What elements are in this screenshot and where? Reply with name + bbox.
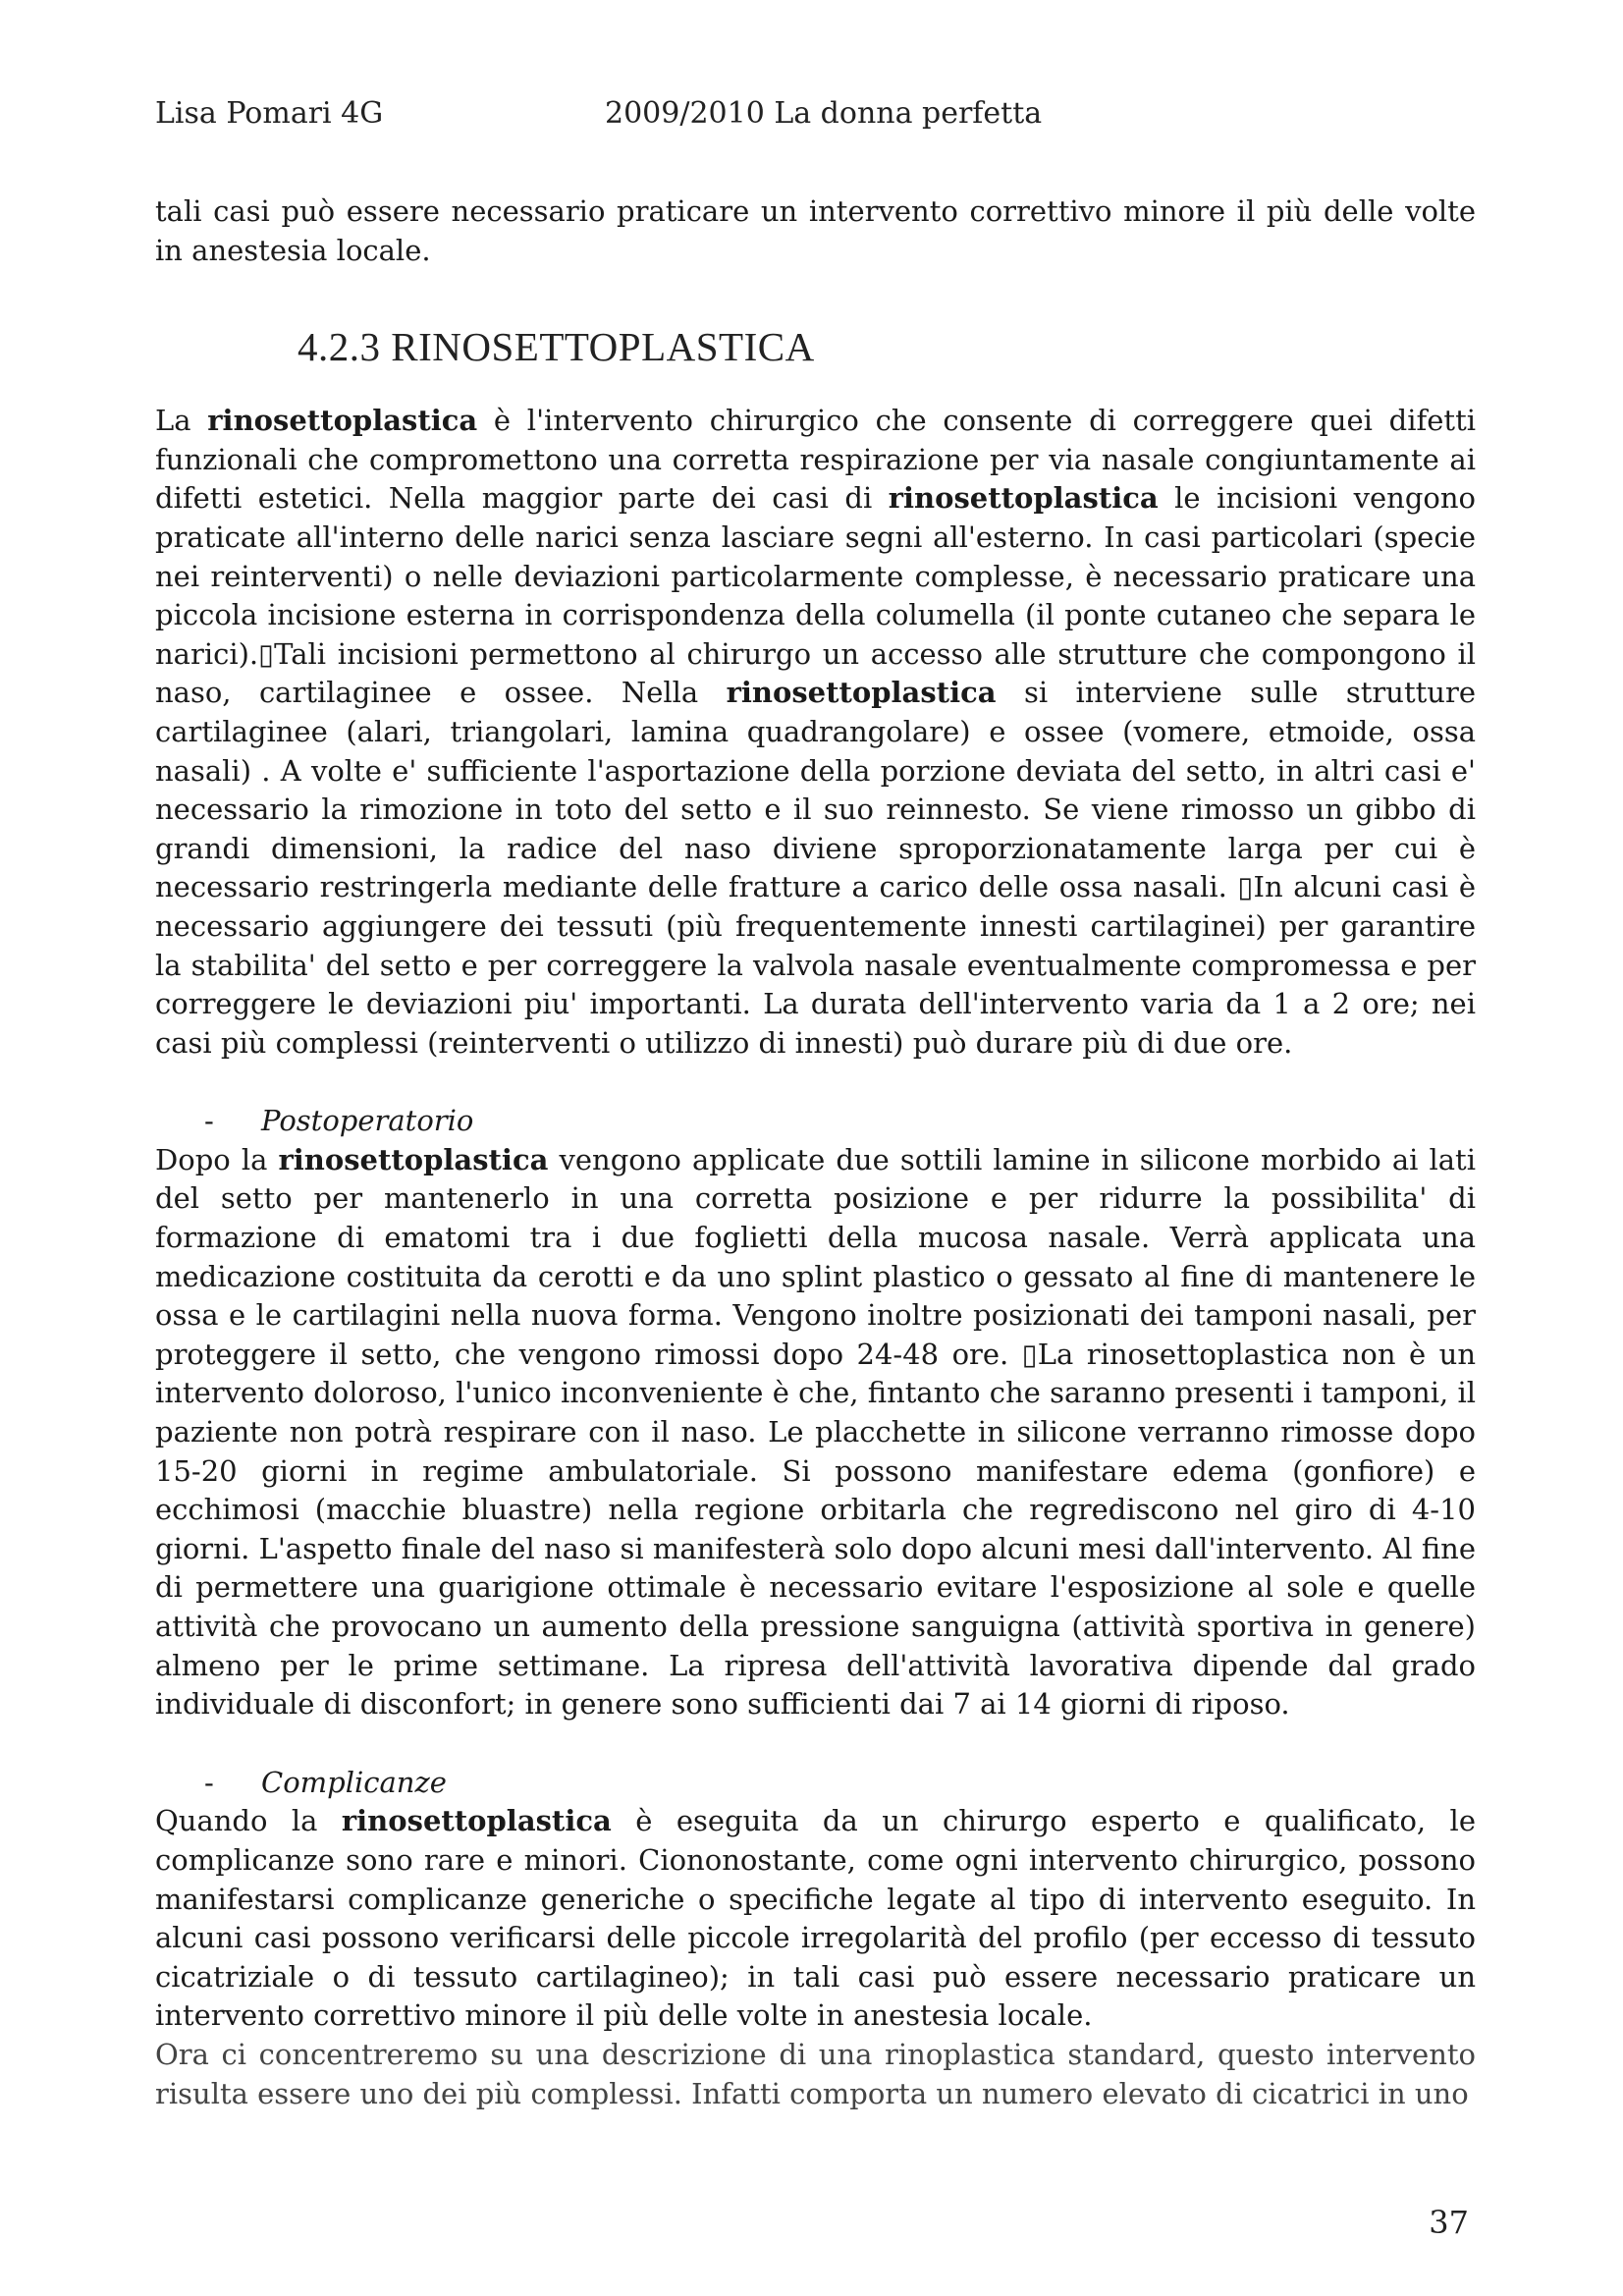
text-run: è eseguita da un chirurgo esperto e qualificato, le complicanze sono rare e minori. Ciononostante, come ogni intervento chirurgico, possono manifestarsi complicanze generiche o specifiche legate al tipo di intervento eseguito. In alcuni casi possono verificarsi delle piccole irregolarità del profilo (per eccesso di tessuto cicatriziale o di tessuto cartilagineo); in tali casi può essere necessario praticare un intervento correttivo minore il più delle volte in anestesia locale. xyxy=(155,1804,1476,2033)
text-run: è l'intervento chirurgico che consente di correggere quei difetti funzionali che compromettono una corretta respirazione per via nasale congiuntamente ai difetti estetici. Nella maggior parte dei casi di xyxy=(155,404,1476,516)
postop-paragraph xyxy=(155,1141,1476,1724)
section-heading: 4.2.3 RINOSETTOPLASTICA xyxy=(298,324,815,370)
section-paragraph xyxy=(155,402,1476,1063)
page-header xyxy=(155,96,1043,132)
text-run: Quando la xyxy=(155,1804,342,1838)
keyword-bold: rinosettoplastica xyxy=(278,1142,549,1176)
header-author: Lisa Pomari 4G xyxy=(155,96,384,131)
complications-label: Complicanze xyxy=(261,1765,447,1799)
intro-paragraph: tali casi può essere necessario praticare un intervento correttivo minore il più delle volte in anestesia locale. xyxy=(155,194,1476,267)
page-number: 37 xyxy=(1429,2204,1469,2241)
text-run: si interviene sulle strutture cartilaginee (alari, triangolari, lamina quadrangolare) e ossee (vomere, etmoide, ossa nasali) . A volte e' sufficiente l'asportazione della porzione deviata del setto, in altri casi e' necessario la rimozione in toto del setto e il suo reinnesto. Se viene rimosso un gibbo di grandi dimensioni, la radice del naso diviene sproporzionatamente larga per cui è necessario restringerla mediante delle fratture a carico delle ossa nasali. ▯In alcuni casi è necessario aggiungere dei tessuti (più frequentemente innesti cartilaginei) per garantire la stabilita' del setto e per correggere la valvola nasale eventualmente compromessa e per correggere le deviazioni piu' importanti. La durata dell'intervento varia da 1 a 2 ore; nei casi più complessi (reinterventi o utilizzo di innesti) può durare più di due ore. xyxy=(155,676,1476,1060)
keyword-bold: rinosettoplastica xyxy=(341,1804,612,1838)
text-run: le incisioni vengono praticate all'interno delle narici senza lasciare segni all'esterno. In casi particolari (specie nei reinterventi) o nelle deviazioni particolarmente complesse, è necessario praticare una piccola incisione esterna in corrispondenza della columella (il ponte cutaneo che separa le narici).▯Tali incisioni permettono al chirurgo un accesso alle strutture che compongono il naso, cartilaginee e ossee. Nella xyxy=(155,481,1476,710)
keyword-bold: rinosettoplastica xyxy=(888,481,1159,516)
text-run: vengono applicate due sottili lamine in silicone morbido ai lati del setto per mantenerlo in una corretta posizione e per ridurre la possibilita' di formazione di ematomi tra i due foglietti della mucosa nasale. Verrà applicata una medicazione costituita da cerotti e da uno splint plastico o gessato al fine di mantenere le ossa e le cartilagini nella nuova forma. Vengono inoltre posizionati dei tamponi nasali, per proteggere il setto, che vengono rimossi dopo 24-48 ore. ▯La rinosettoplastica non è un intervento doloroso, l'unico inconveniente è che, fintanto che saranno presenti i tamponi, il paziente non potrà respirare con il naso. Le placchette in silicone verranno rimosse dopo 15-20 giorni in regime ambulatoriale. Si possono manifestare edema (gonfiore) e ecchimosi (macchie bluastre) nella regione orbitarla che regrediscono nel giro di 4-10 giorni. L'aspetto finale del naso si manifesterà solo dopo alcuni mesi dall'intervento. Al fine di permettere una guarigione ottimale è necessario evitare l'esposizione al sole e quelle attività che provocano un aumento della pressione sanguigna (attività sportiva in genere) almeno per le prime settimane. La ripresa dell'attività lavorativa dipende dal grado individuale di disconfort; in genere sono sufficienti dai 7 ai 14 giorni di riposo. xyxy=(155,1142,1476,1722)
text-run: La xyxy=(155,404,208,438)
list-dash: - xyxy=(204,1104,214,1138)
complications-paragraph xyxy=(155,1802,1476,2036)
header-title: 2009/2010 La donna perfetta xyxy=(605,96,1043,131)
keyword-bold: rinosettoplastica xyxy=(207,404,478,438)
keyword-bold: rinosettoplastica xyxy=(726,676,997,710)
complications-subheading xyxy=(155,1764,1476,1803)
page-body xyxy=(155,192,1476,2113)
postop-label: Postoperatorio xyxy=(261,1104,474,1138)
text-run: Dopo la xyxy=(155,1142,279,1176)
list-dash: - xyxy=(204,1765,214,1799)
closing-paragraph: Ora ci concentreremo su una descrizione di una rinoplastica standard, questo intervento risulta essere uno dei più complessi. Infatti comporta un numero elevato di cicatrici in uno xyxy=(155,2037,1476,2110)
postop-subheading xyxy=(155,1102,1476,1141)
